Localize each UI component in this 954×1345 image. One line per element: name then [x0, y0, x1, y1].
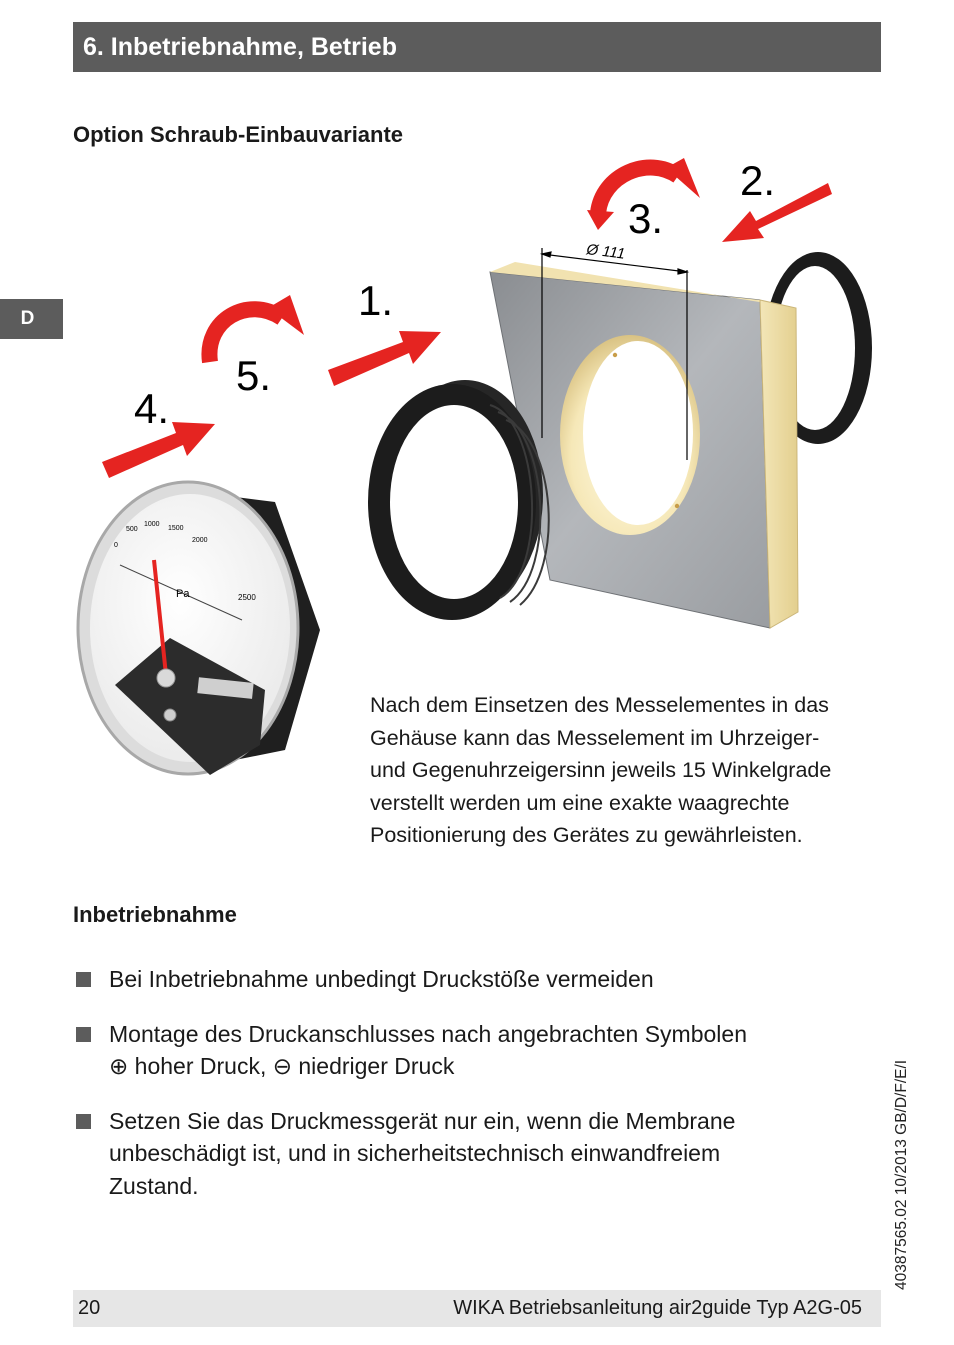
gauge-tick-1000: 1000 — [144, 521, 160, 528]
list-item-line: Zustand. — [109, 1172, 199, 1199]
gauge-tick-2000: 2000 — [192, 537, 208, 544]
chapter-header — [73, 22, 881, 72]
arrow-step-2 — [722, 183, 832, 242]
pressure-gauge — [78, 482, 320, 775]
list-item-line: Setzen Sie das Druckmessgerät nur ein, wenn die Membrane — [109, 1107, 736, 1134]
gauge-tick-0: 0 — [114, 542, 118, 549]
gauge-tick-1500: 1500 — [168, 525, 184, 532]
page-number: 20 — [78, 1297, 101, 1319]
paragraph-line: Gehäuse kann das Messelement im Uhrzeiger- — [370, 725, 820, 750]
list-item-line: Bei Inbetriebnahme unbedingt Druckstöße vermeiden — [109, 966, 654, 992]
threaded-ring — [368, 380, 549, 620]
gauge-tick-500: 500 — [126, 526, 138, 533]
list-item — [73, 1018, 863, 1083]
arrow-step-1 — [328, 331, 441, 386]
paragraph-line: und Gegenuhrzeigersinn jeweils 15 Winkelgrade — [370, 758, 832, 782]
document-code: 40387565.02 10/2013 GB/D/F/E/I — [893, 1059, 910, 1290]
list-item — [73, 963, 863, 996]
page-footer — [73, 1290, 881, 1327]
mounting-plate — [490, 262, 798, 628]
chapter-title: 6. Inbetriebnahme, Betrieb — [83, 33, 397, 61]
section-title-commissioning: Inbetriebnahme — [73, 902, 237, 927]
diameter-label: Ø 111 — [585, 241, 626, 263]
step-label-4: 4. — [134, 385, 170, 432]
bullet-square-icon — [76, 972, 91, 987]
paragraph-line: verstellt werden um eine exakte waagrechte — [370, 790, 790, 815]
bullet-square-icon — [76, 1027, 91, 1042]
gauge-tick-2500: 2500 — [238, 593, 256, 602]
commissioning-list — [73, 963, 863, 1224]
section-title-option: Option Schraub-Einbauvariante — [73, 122, 404, 147]
adjustment-paragraph — [370, 689, 885, 852]
gauge-unit: Pa — [176, 588, 190, 600]
step-label-5: 5. — [236, 352, 272, 399]
list-item — [73, 1105, 863, 1203]
document-title: WIKA Betriebsanleitung air2guide Typ A2G-05 — [453, 1297, 862, 1319]
step-label-1: 1. — [358, 277, 394, 324]
step-label-2: 2. — [740, 157, 776, 204]
list-item-line: unbeschädigt ist, und in sicherheitstechnisch einwandfreiem — [109, 1140, 721, 1166]
paragraph-line: Positionierung des Gerätes zu gewährleisten. — [370, 823, 803, 847]
step-label-3: 3. — [628, 195, 664, 242]
list-item-line: Montage des Druckanschlusses nach angebrachten Symbolen — [109, 1020, 747, 1047]
list-item-line: ⊕ hoher Druck, ⊖ niedriger Druck — [109, 1053, 455, 1079]
bullet-square-icon — [76, 1114, 91, 1129]
paragraph-line: Nach dem Einsetzen des Messelementes in das — [370, 693, 829, 717]
language-tab: D — [0, 299, 63, 339]
